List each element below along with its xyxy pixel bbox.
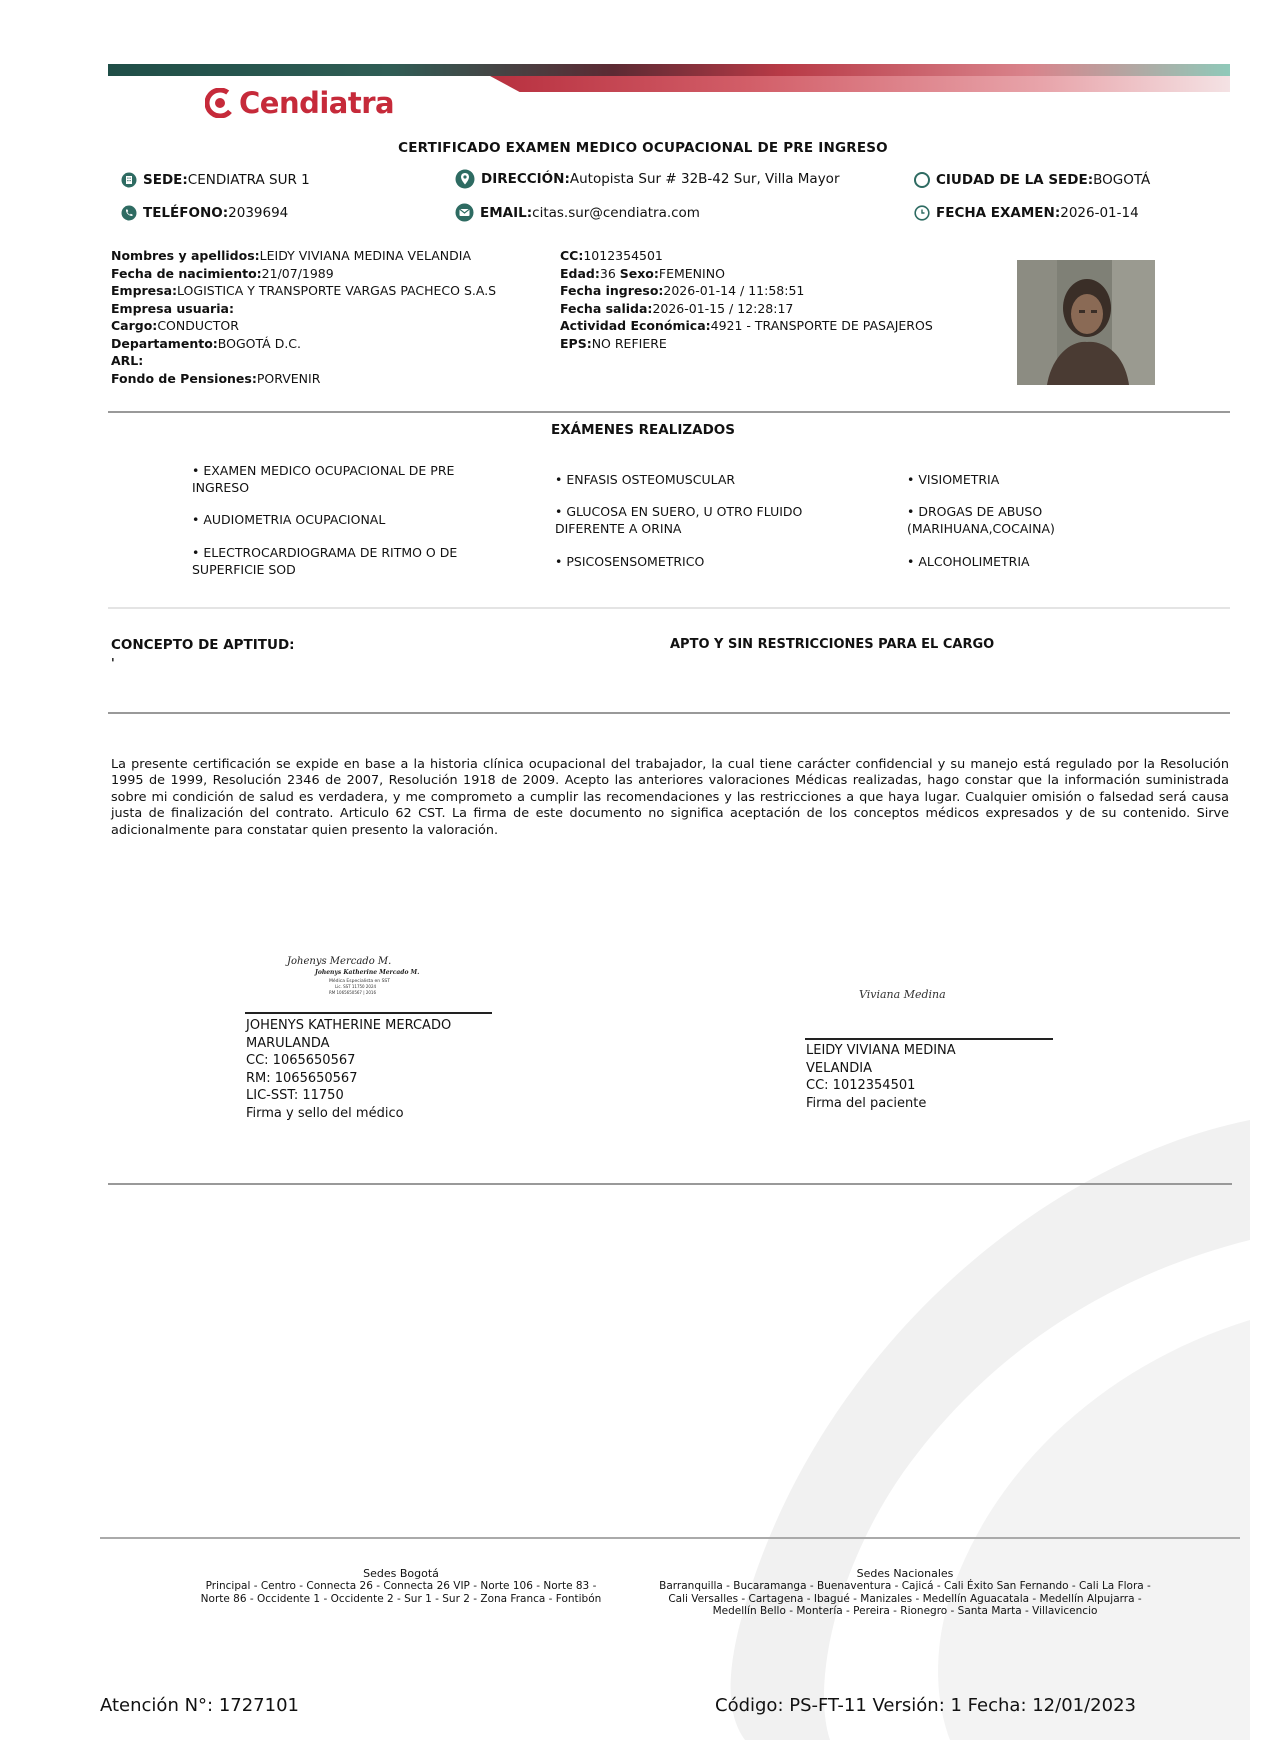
doctor-rm: RM: 1065650567 — [246, 1070, 358, 1086]
cendiatra-logo-icon — [205, 88, 235, 118]
patient-name-row — [111, 247, 561, 265]
footer-bogota — [196, 1567, 606, 1605]
sede-info — [121, 172, 310, 188]
field-label: Fecha de nacimiento: — [111, 265, 262, 281]
patient-signature-line — [805, 1038, 1053, 1040]
doctor-cc: CC: 1065650567 — [246, 1053, 356, 1068]
cc-row — [560, 247, 1020, 265]
divider — [108, 712, 1230, 714]
entry-row — [560, 282, 1020, 300]
field-label: Edad: — [560, 265, 600, 281]
doctor-caption: Firma y sello del médico — [246, 1105, 404, 1121]
activity-value: 4921 - TRANSPORTE DE PASAJEROS — [710, 318, 933, 333]
svg-text:Médica Especialista en SST: Médica Especialista en SST — [329, 979, 391, 984]
doctor-signature-line — [245, 1012, 492, 1014]
company-value: LOGISTICA Y TRANSPORTE VARGAS PACHECO S.A.S — [177, 283, 497, 298]
document-title: CERTIFICADO EXAMEN MEDICO OCUPACIONAL DE PRE INGRESO — [398, 140, 888, 156]
email-info — [455, 203, 700, 222]
department-row — [111, 335, 561, 353]
email-value: citas.sur@cendiatra.com — [532, 204, 700, 221]
exam-item: • DROGAS DE ABUSO (MARIHUANA,COCAINA) — [907, 504, 1055, 536]
location-pin-icon — [455, 169, 475, 189]
field-label: Empresa: — [111, 283, 178, 298]
activity-row — [560, 317, 1020, 335]
direccion-value: Autopista Sur # 32B-42 Sur, Villa Mayor — [569, 171, 840, 187]
entry-value: 2026-01-14 / 11:58:51 — [663, 283, 805, 298]
fecha-examen-info — [914, 205, 1139, 221]
sede-label: SEDE: — [143, 172, 188, 188]
doctor-lic: LIC-SST: 11750 — [246, 1088, 344, 1103]
fecha-examen-value: 2026-01-14 — [1060, 205, 1139, 221]
svg-text:Viviana Medina: Viviana Medina — [859, 988, 946, 1001]
doctor-name: JOHENYS KATHERINE MERCADO MARULANDA — [246, 1018, 452, 1051]
exit-row — [560, 300, 1020, 318]
patient-signature-block — [806, 1042, 1006, 1112]
doctor-signature-block — [246, 1017, 496, 1122]
legal-text: La presente certificación se expide en base a la historia clínica ocupacional del trabajador, la cual tiene carácter confidencial y su manejo está regulado por la Resolución 1995 de 1999, Resolución 2346 de 2007, Resolución 1918 de 2009. Acepto las anteriores valoraciones Médicas realizadas, hago constar que la información suministrada sobre mi condición de salud es verdadera, y me comprometo a cumplir las recomendaciones y las restricciones a que haya lugar. Cualquier omisión o falsedad será causa justa de finalización del contrato. Articulo 62 CST. La firma de este documento no significa aceptación de los conceptos médicos expresados y de su contenido. Sirve adicionalmente para constatar quien presento la valoración. — [111, 757, 1229, 838]
footer-bogota-text: Principal - Centro - Connecta 26 - Connecta 26 VIP - Norte 106 - Norte 83 - Norte 86 - Occidente 1 - Occidente 2 - Sur 1 - Sur 2 - Zona Franca - Fontibón — [200, 1580, 602, 1605]
field-label: Departamento: — [111, 335, 218, 351]
divider — [108, 1183, 1232, 1185]
patient-details-left — [111, 247, 561, 387]
ciudad-label: CIUDAD DE LA SEDE: — [936, 172, 1094, 188]
user-company-row — [111, 300, 561, 318]
field-label: Empresa usuaria: — [111, 300, 234, 316]
exam-item: • ENFASIS OSTEOMUSCULAR — [555, 472, 736, 487]
footer-nacional-text: Barranquilla - Bucaramanga - Buenaventura - Cajicá - Cali Éxito San Fernando - Cali La Flora - Cali Versalles - Cartagena - Ibagué - Manizales - Medellín Aguacatala - Medellín Alpujarra - Medellín Bello - Montería - Pereira - Rionegro - Santa Marta - Villavicencio — [659, 1580, 1151, 1617]
footer-divider — [100, 1537, 1240, 1539]
fecha-examen-label: FECHA EXAMEN: — [936, 205, 1061, 221]
patient-name: LEIDY VIVIANA MEDINA VELANDIA — [259, 248, 471, 263]
exam-item: • EXAMEN MEDICO OCUPACIONAL DE PRE INGRESO — [192, 463, 455, 495]
exams-section-title: EXÁMENES REALIZADOS — [550, 422, 735, 438]
patient-signature-caption: Firma del paciente — [806, 1095, 927, 1111]
exam-item: • VISIOMETRIA — [907, 472, 1000, 487]
age-value: 36 — [599, 265, 616, 281]
eps-row — [560, 335, 1020, 353]
svg-text:Johenys Katherine Mercado M.: Johenys Katherine Mercado M. — [315, 969, 420, 976]
field-label: Nombres y apellidos: — [111, 248, 260, 263]
field-label: Fondo de Pensiones: — [111, 370, 257, 386]
footer-nacional-title: Sedes Nacionales — [856, 1567, 954, 1580]
ciudad-value: BOGOTÁ — [1093, 172, 1151, 188]
pension-row — [111, 370, 561, 388]
cc-value: 1012354501 — [583, 248, 663, 263]
pension-value: PORVENIR — [256, 370, 321, 386]
svg-text:RM 1065650567 | 2016: RM 1065650567 | 2016 — [329, 990, 377, 995]
field-label: Fecha salida: — [560, 300, 653, 316]
company-row — [111, 282, 541, 300]
field-label: Cargo: — [111, 318, 158, 333]
telefono-info — [121, 205, 288, 221]
divider — [108, 411, 1230, 413]
position-row — [111, 317, 561, 335]
patient-photo — [1017, 260, 1155, 385]
brand-logo — [205, 86, 394, 120]
field-label: ARL: — [111, 353, 144, 368]
field-label: EPS: — [560, 335, 592, 351]
field-label: Actividad Económica: — [560, 318, 711, 333]
field-label: CC: — [560, 248, 584, 263]
field-label: Fecha ingreso: — [560, 283, 664, 298]
direccion-label: DIRECCIÓN: — [481, 171, 570, 187]
city-icon — [914, 172, 930, 188]
doctor-signature-stamp — [285, 952, 445, 1000]
brand-name: Cendiatra — [239, 86, 395, 120]
patient-signature-name: LEIDY VIVIANA MEDINA VELANDIA — [806, 1043, 956, 1076]
divider — [108, 607, 1230, 609]
sede-value: CENDIATRA SUR 1 — [187, 172, 310, 188]
exam-item: • PSICOSENSOMETRICO — [555, 554, 705, 569]
phone-icon — [121, 205, 137, 221]
concept-mark: ' — [111, 656, 115, 670]
ciudad-info — [914, 172, 1150, 188]
brand-watermark — [690, 1120, 1250, 1740]
telefono-value: 2039694 — [228, 205, 289, 221]
header-accent-wave — [490, 76, 1230, 92]
patient-signature-cc: CC: 1012354501 — [806, 1078, 916, 1093]
exit-value: 2026-01-15 / 12:28:17 — [652, 300, 794, 316]
email-label: EMAIL: — [480, 204, 533, 221]
header-accent-bar — [108, 64, 1230, 76]
direccion-info — [455, 169, 840, 189]
birthdate-value: 21/07/1989 — [261, 265, 334, 281]
svg-text:Lic. SST 11750 2024: Lic. SST 11750 2024 — [335, 984, 377, 989]
age-sex-row — [560, 265, 1020, 283]
exam-item: • GLUCOSA EN SUERO, U OTRO FLUIDO DIFERENTE A ORINA — [555, 504, 803, 536]
footer-nacional — [648, 1567, 1162, 1618]
patient-signature — [855, 982, 985, 1006]
patient-details-right — [560, 247, 1020, 352]
telefono-label: TELÉFONO: — [143, 205, 229, 221]
position-value: CONDUCTOR — [157, 318, 239, 333]
arl-row — [111, 352, 561, 370]
building-icon — [121, 172, 137, 188]
svg-text:Johenys Mercado M.: Johenys Mercado M. — [287, 956, 392, 967]
concept-value: APTO Y SIN RESTRICCIONES PARA EL CARGO — [670, 637, 995, 652]
sex-value: FEMENINO — [658, 265, 725, 281]
document-code: Código: PS-FT-11 Versión: 1 Fecha: 12/01/2023 — [715, 1695, 1136, 1716]
concept-label: CONCEPTO DE APTITUD: — [111, 637, 295, 653]
birthdate-row — [111, 265, 561, 283]
department-value: BOGOTÁ D.C. — [217, 335, 301, 351]
clock-icon — [914, 205, 930, 221]
field-label: Sexo: — [619, 265, 659, 281]
exam-item: • ALCOHOLIMETRIA — [907, 554, 1030, 569]
eps-value: NO REFIERE — [591, 335, 667, 351]
email-icon — [455, 203, 474, 222]
footer-bogota-title: Sedes Bogotá — [363, 1567, 439, 1580]
attention-number: Atención N°: 1727101 — [100, 1695, 299, 1716]
exam-item: • ELECTROCARDIOGRAMA DE RITMO O DE SUPERFICIE SOD — [192, 545, 458, 577]
exam-item: • AUDIOMETRIA OCUPACIONAL — [192, 512, 386, 527]
